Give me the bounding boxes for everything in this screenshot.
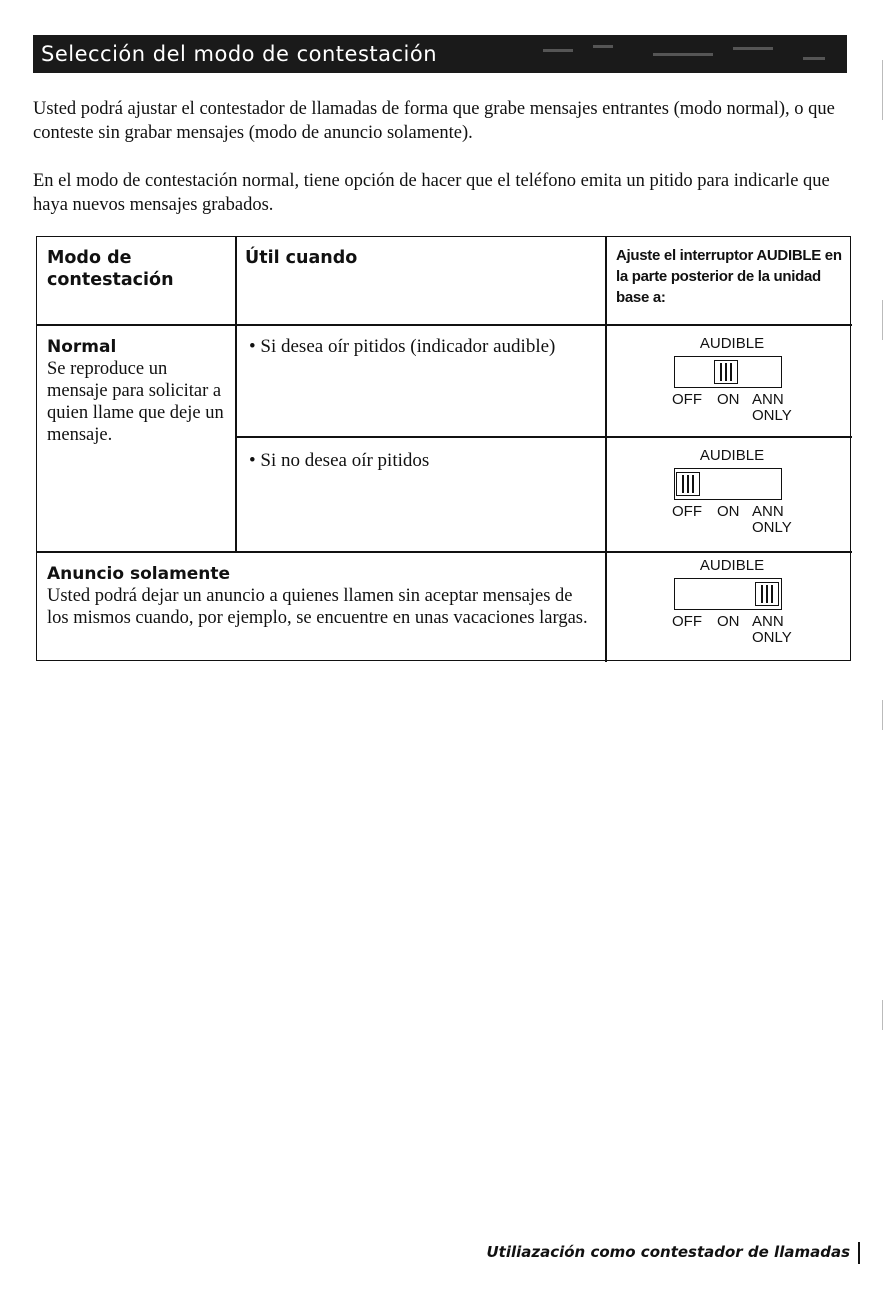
- header-useful: [245, 247, 585, 269]
- table-divider: [605, 237, 607, 662]
- switch-only-label: ONLY: [752, 629, 792, 646]
- switch-only-label: ONLY: [752, 519, 792, 536]
- switch-track: [674, 468, 782, 500]
- switch-ann-label: ANN: [752, 503, 784, 520]
- switch-track: [674, 356, 782, 388]
- normal-mode-description: Se reproduce un mensaje para solicitar a quien llame que deje un mensaje.: [47, 359, 224, 445]
- scan-edge-mark: [882, 700, 883, 730]
- switch-on-label: ON: [717, 613, 740, 630]
- scan-edge-mark: [882, 60, 883, 120]
- intro-paragraph-2: En el modo de contestación normal, tiene opción de hacer que el teléfono emita un pitido para indicarle que haya nuevos mensajes grabados.: [33, 171, 830, 215]
- answer-mode-table: [36, 236, 851, 661]
- switch-ann-label: ANN: [752, 391, 784, 408]
- scan-noise: [543, 49, 573, 52]
- scan-edge-mark: [882, 300, 883, 340]
- normal-mode-cell: [47, 336, 227, 446]
- header-setting-text: Ajuste el interruptor AUDIBLE en la parte posterior de la unidad base a:: [616, 247, 842, 306]
- footer-divider: [858, 1242, 860, 1264]
- case-beeps-on: • Si desea oír pitidos (indicador audible): [249, 336, 556, 357]
- switch-knob: [755, 582, 779, 606]
- switch-label: AUDIBLE: [699, 557, 765, 574]
- table-divider: [235, 436, 852, 438]
- page-footer: Utiliazación como contestador de llamadas: [486, 1243, 850, 1261]
- switch-track: [674, 578, 782, 610]
- switch-on-label: ON: [717, 391, 740, 408]
- header-mode: [47, 247, 197, 291]
- scan-edge-mark: [882, 1000, 883, 1030]
- switch-label: AUDIBLE: [699, 335, 765, 352]
- switch-off-label: OFF: [672, 613, 702, 630]
- switch-on-label: ON: [717, 503, 740, 520]
- normal-mode-title: Normal: [47, 337, 117, 357]
- scan-noise: [593, 45, 613, 48]
- header-mode-text: Modo de contestación: [47, 248, 174, 290]
- switch-off-label: OFF: [672, 391, 702, 408]
- switch-ann-label: ANN: [752, 613, 784, 630]
- header-useful-text: Útil cuando: [245, 248, 358, 268]
- switch-knob: [676, 472, 700, 496]
- header-setting: [616, 245, 848, 308]
- announce-mode-cell: [47, 563, 592, 629]
- switch-knob: [714, 360, 738, 384]
- audible-switch-off: [667, 447, 797, 537]
- switch-only-label: ONLY: [752, 407, 792, 424]
- scan-noise: [803, 57, 825, 60]
- announce-mode-description: Usted podrá dejar un anuncio a quienes llamen sin aceptar mensajes de los mismos cuando, por ejemplo, se encuentre en unas vacaciones largas.: [47, 586, 588, 628]
- intro-paragraph-1: Usted podrá ajustar el contestador de llamadas de forma que grabe mensajes entrantes (modo normal), o que conteste sin grabar mensajes (modo de anuncio solamente).: [33, 99, 835, 143]
- scan-noise: [653, 53, 713, 56]
- switch-label: AUDIBLE: [699, 447, 765, 464]
- table-divider: [37, 324, 852, 326]
- section-title-bar: [33, 35, 847, 73]
- announce-mode-title: Anuncio solamente: [47, 564, 231, 584]
- scan-noise: [733, 47, 773, 50]
- table-divider: [37, 551, 852, 553]
- audible-switch-ann-only: [667, 557, 797, 647]
- section-title: Selección del modo de contestación: [41, 42, 438, 66]
- audible-switch-on: [667, 335, 797, 425]
- switch-off-label: OFF: [672, 503, 702, 520]
- table-divider: [235, 237, 237, 552]
- case-beeps-off: • Si no desea oír pitidos: [249, 450, 430, 471]
